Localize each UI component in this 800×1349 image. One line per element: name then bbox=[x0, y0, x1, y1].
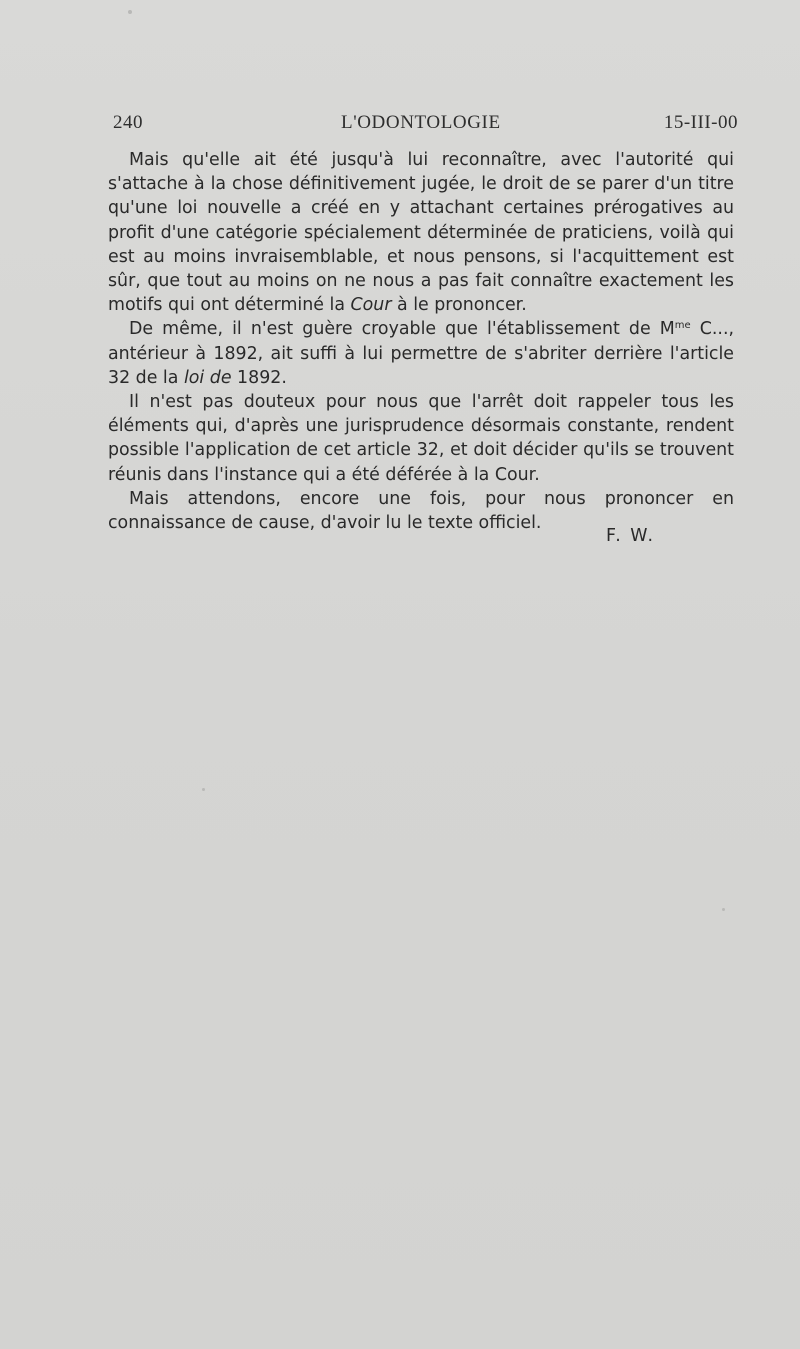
paragraph-2-superscript: me bbox=[674, 320, 691, 332]
paragraph-2-italic: loi de bbox=[183, 367, 232, 388]
paragraph-3-text: Il n'est pas douteux pour nous que l'arrêt doit rappeler tous les éléments qui, d'après une jurisprudence désormais constante, rendent possible l'application de cet article 32, et doit décider qu'ils se trouvent réunis dans l'instance qui a été déférée à la Cour. bbox=[108, 392, 734, 485]
paragraph-2-before: De même, il n'est guère croyable que l'établissement de M bbox=[129, 319, 675, 340]
paragraph-2-tail: 1892. bbox=[231, 367, 287, 388]
paper-speck bbox=[202, 788, 205, 791]
issue-date: 15-III-00 bbox=[663, 112, 738, 133]
signature: F. W. bbox=[606, 526, 655, 546]
paragraph-1-italic: Cour bbox=[350, 295, 392, 316]
paragraph-2 bbox=[108, 317, 734, 390]
article-body bbox=[108, 148, 734, 535]
paper-speck bbox=[128, 10, 132, 14]
paper-speck bbox=[722, 908, 725, 911]
running-head bbox=[113, 112, 738, 138]
paragraph-1-text: Mais qu'elle ait été jusqu'à lui reconnaître, avec l'autorité qui s'attache à la chose définitivement jugée, le droit de se parer d'un titre qu'une loi nouvelle a créé en y attachant certaines prérogatives au profit d'une catégorie spécialement déterminée de praticiens, voilà qui est au moins invraisemblable, et nous pensons, si l'acquittement est sûr, que tout au moins on ne nous a pas fait connaître exactement les motifs qui ont déterminé la bbox=[108, 150, 734, 316]
paragraph-4-text: Mais attendons, encore une fois, pour nous prononcer en connaissance de cause, d'avoir lu le texte officiel. bbox=[108, 488, 734, 534]
paragraph-3 bbox=[108, 390, 734, 487]
page-number: 240 bbox=[113, 112, 143, 133]
paragraph-1 bbox=[108, 148, 734, 317]
paragraph-2-after: C..., antérieur à 1892, ait suffi à lui permettre de s'abriter derrière l'article 32 de la bbox=[108, 319, 734, 388]
paragraph-1-after: à le prononcer. bbox=[391, 295, 527, 316]
journal-title: L'ODONTOLOGIE bbox=[341, 112, 501, 133]
